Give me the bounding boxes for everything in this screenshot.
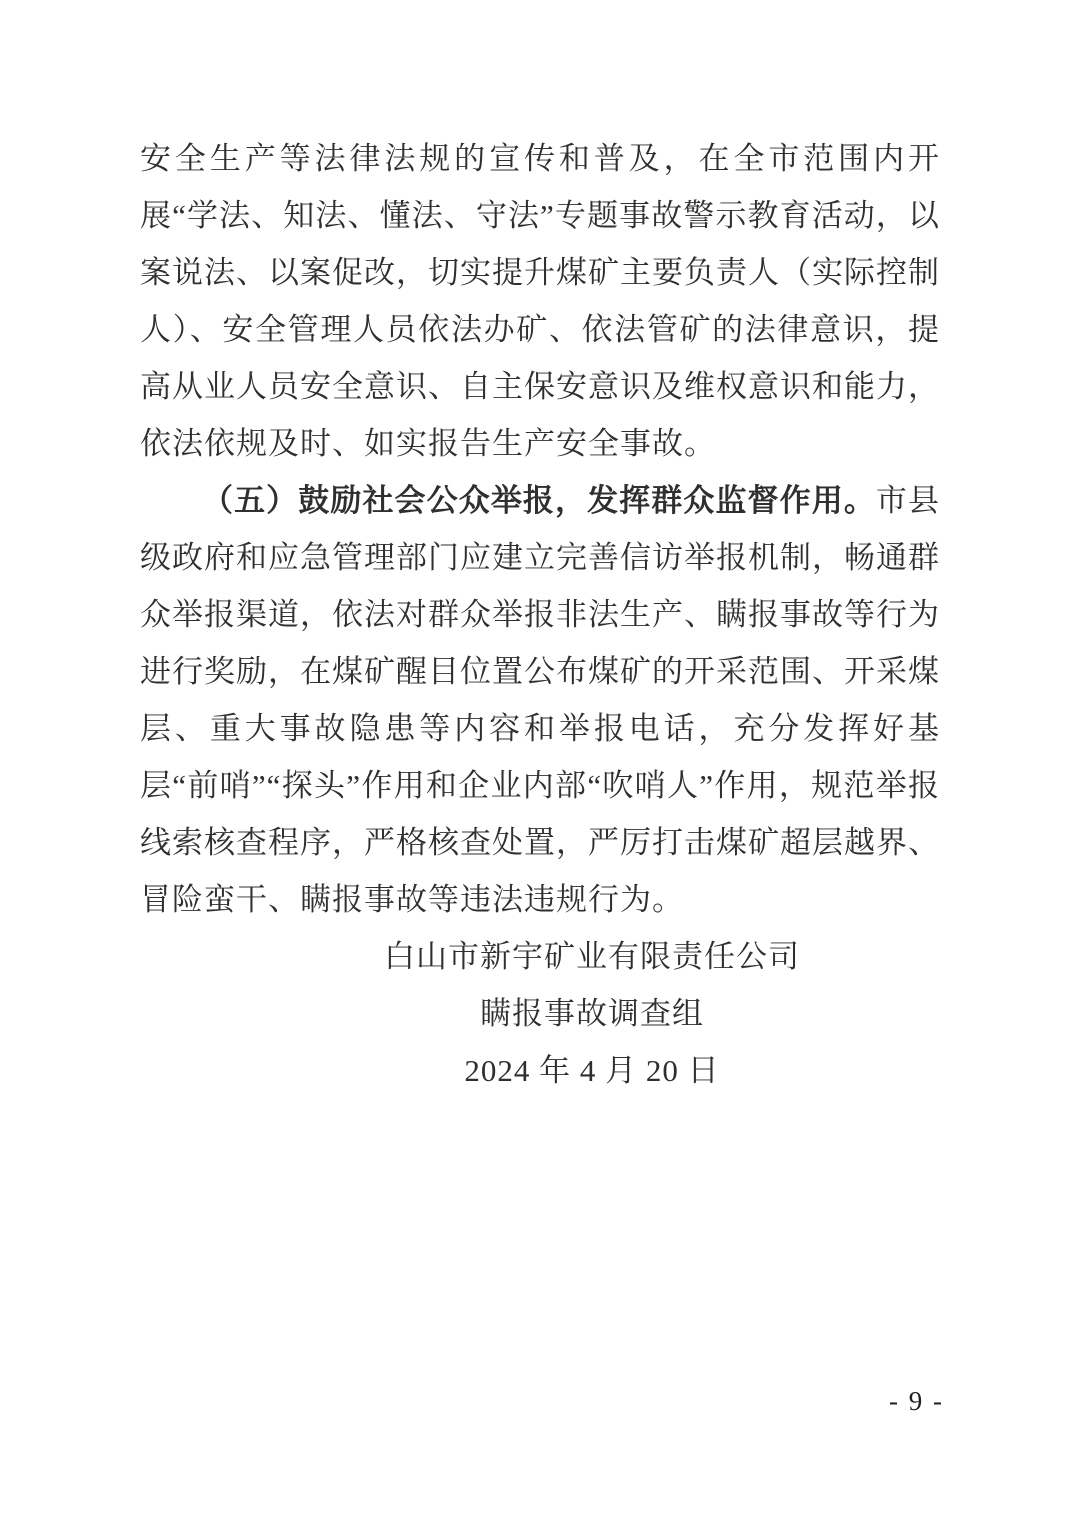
paragraph-text: 安全生产等法律法规的宣传和普及，在全市范围内开展“学法、知法、懂法、守法”专题事故警示教育活动，以案说法、以案促改，切实提升煤矿主要负责人（实际控制人）、安全管理人员依法办矿、依法管矿的法律意识，提高从业人员安全意识、自主保安意识及维权意识和能力，依法依规及时、如实报告生产安全事故。 xyxy=(140,141,940,461)
page-number: - 9 - xyxy=(889,1386,944,1416)
signature-block xyxy=(192,928,992,1099)
body-text xyxy=(140,130,940,928)
signature-company: 白山市新宇矿业有限责任公司 xyxy=(384,939,800,974)
signature-group: 瞒报事故调查组 xyxy=(480,996,704,1031)
signature-date: 2024 年 4 月 20 日 xyxy=(464,1053,720,1088)
paragraph-lead: （五）鼓励社会公众举报，发挥群众监督作用。 xyxy=(202,483,876,518)
paragraph-item-5 xyxy=(140,472,940,928)
paragraph-text: 市县级政府和应急管理部门应建立完善信访举报机制，畅通群众举报渠道，依法对群众举报非法生产、瞒报事故等行为进行奖励，在煤矿醒目位置公布煤矿的开采范围、开采煤层、重大事故隐患等内容和举报电话，充分发挥好基层“前哨”“探头”作用和企业内部“吹哨人”作用，规范举报线索核查程序，严格核查处置，严厉打击煤矿超层越界、冒险蛮干、瞒报事故等违法违规行为。 xyxy=(140,483,941,917)
paragraph-continuation xyxy=(140,130,940,472)
